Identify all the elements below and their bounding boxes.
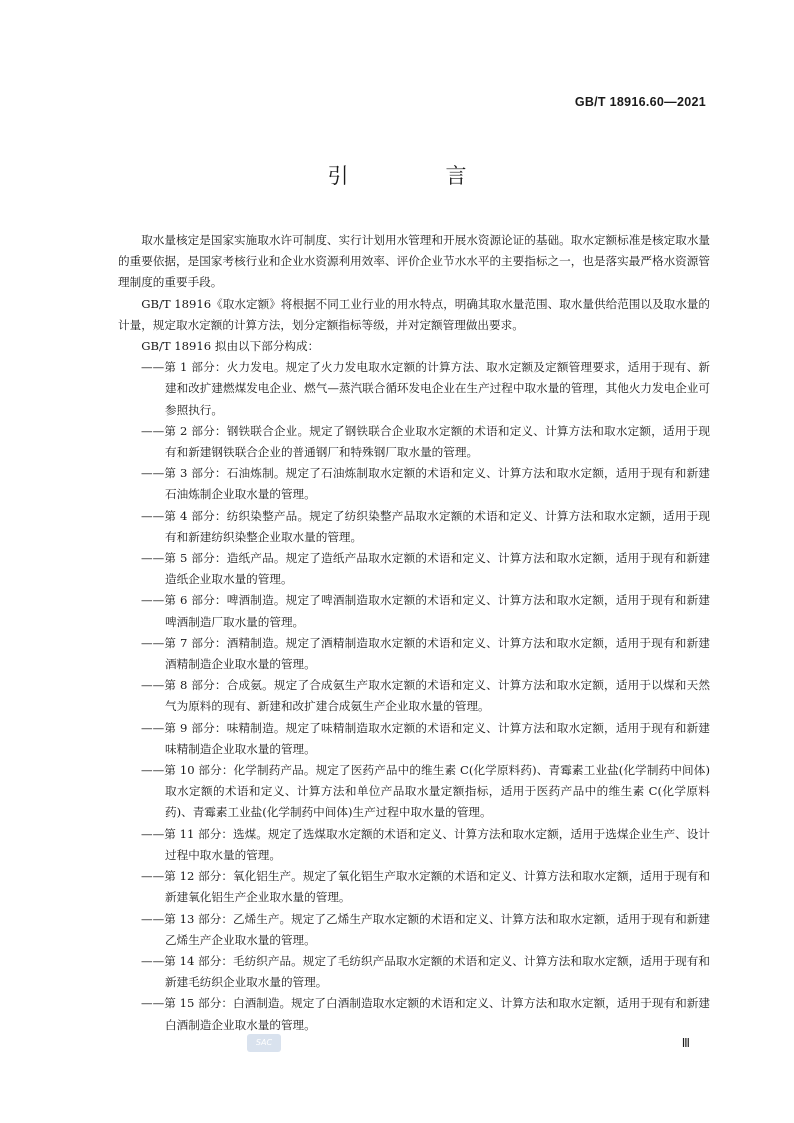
part-list-item: ——第 8 部分：合成氨。规定了合成氨生产取水定额的术语和定义、计算方法和取水定额，适用于以煤和天然气为原料的现有、新建和改扩建合成氨生产企业取水量的管理。	[141, 678, 710, 714]
part-list-item: ——第 1 部分：火力发电。规定了火力发电取水定额的计算方法、取水定额及定额管理要求，适用于现有、新建和改扩建燃煤发电企业、燃气—蒸汽联合循环发电企业在生产过程中取水量的管理，其他火力发电企业可参照执行。	[141, 360, 710, 417]
part-list-item: ——第 15 部分：白酒制造。规定了白酒制造取水定额的术语和定义、计算方法和取水定额，适用于现有和新建白酒制造企业取水量的管理。	[141, 996, 710, 1032]
document-body	[118, 230, 710, 1036]
part-list-item: ——第 14 部分：毛纺织产品。规定了毛纺织产品取水定额的术语和定义、计算方法和取水定额，适用于现有和新建毛纺织企业取水量的管理。	[141, 953, 710, 990]
part-list-item: ——第 11 部分：选煤。规定了选煤取水定额的术语和定义、计算方法和取水定额，适用于选煤企业生产、设计过程中取水量的管理。	[141, 826, 710, 862]
part-list-item: ——第 10 部分：化学制药产品。规定了医药产品中的维生素 C(化学原料药)、青霉素工业盐(化学制药中间体)取水定额的术语和定义、计算方法和单位产品取水量定额指标，适用于医药产品中的维生素 C(化学原料药)、青霉素工业盐(化学制药中间体)生产过程中取水量的管理。	[141, 763, 710, 820]
standard-code: GB/T 18916.60—2021	[574, 95, 706, 109]
part-list-item: ——第 13 部分：乙烯生产。规定了乙烯生产取水定额的术语和定义、计算方法和取水定额，适用于现有和新建乙烯生产企业取水量的管理。	[141, 911, 710, 947]
part-list-item: ——第 6 部分：啤酒制造。规定了啤酒制造取水定额的术语和定义、计算方法和取水定额，适用于现有和新建啤酒制造厂取水量的管理。	[141, 593, 710, 629]
part-list-item: ——第 7 部分：酒精制造。规定了酒精制造取水定额的术语和定义、计算方法和取水定额，适用于现有和新建酒精制造企业取水量的管理。	[141, 635, 710, 672]
part-list-item: ——第 2 部分：钢铁联合企业。规定了钢铁联合企业取水定额的术语和定义、计算方法和取水定额，适用于现有和新建钢铁联合企业的普通钢厂和特殊钢厂取水量的管理。	[141, 423, 710, 460]
sac-watermark-logo	[247, 1034, 281, 1052]
part-list-item: ——第 9 部分：味精制造。规定了味精制造取水定额的术语和定义、计算方法和取水定额，适用于现有和新建味精制造企业取水量的管理。	[141, 720, 710, 756]
intro-paragraph: GB/T 18916 拟由以下部分构成：	[141, 339, 320, 354]
intro-paragraph: 取水量核定是国家实施取水许可制度、实行计划用水管理和开展水资源论证的基础。取水定额标准是核定取水量的重要依据，是国家考核行业和企业水资源利用效率、评价企业节水水平的主要指标之一，也是落实最严格水资源管理制度的重要手段。	[118, 233, 710, 290]
watermark-text: SAC	[255, 1038, 273, 1047]
part-list-item: ——第 4 部分：纺织染整产品。规定了纺织染整产品取水定额的术语和定义、计算方法和取水定额，适用于现有和新建纺织染整企业取水量的管理。	[141, 508, 710, 544]
part-list-item: ——第 5 部分：造纸产品。规定了造纸产品取水定额的术语和定义、计算方法和取水定额，适用于现有和新建造纸企业取水量的管理。	[141, 551, 710, 587]
part-list-item: ——第 3 部分：石油炼制。规定了石油炼制取水定额的术语和定义、计算方法和取水定额，适用于现有和新建石油炼制企业取水量的管理。	[141, 466, 710, 502]
part-list-item: ——第 12 部分：氧化铝生产。规定了氧化铝生产取水定额的术语和定义、计算方法和取水定额，适用于现有和新建氧化铝生产企业取水量的管理。	[141, 869, 710, 905]
page-number: Ⅲ	[681, 1036, 690, 1050]
intro-paragraph: GB/T 18916《取水定额》将根据不同工业行业的用水特点，明确其取水量范围、取水量供给范围以及取水量的计量，规定取水定额的计算方法，划分定额指标等级，并对定额管理做出要求。	[118, 296, 710, 332]
page-title: 引 言	[327, 164, 505, 188]
